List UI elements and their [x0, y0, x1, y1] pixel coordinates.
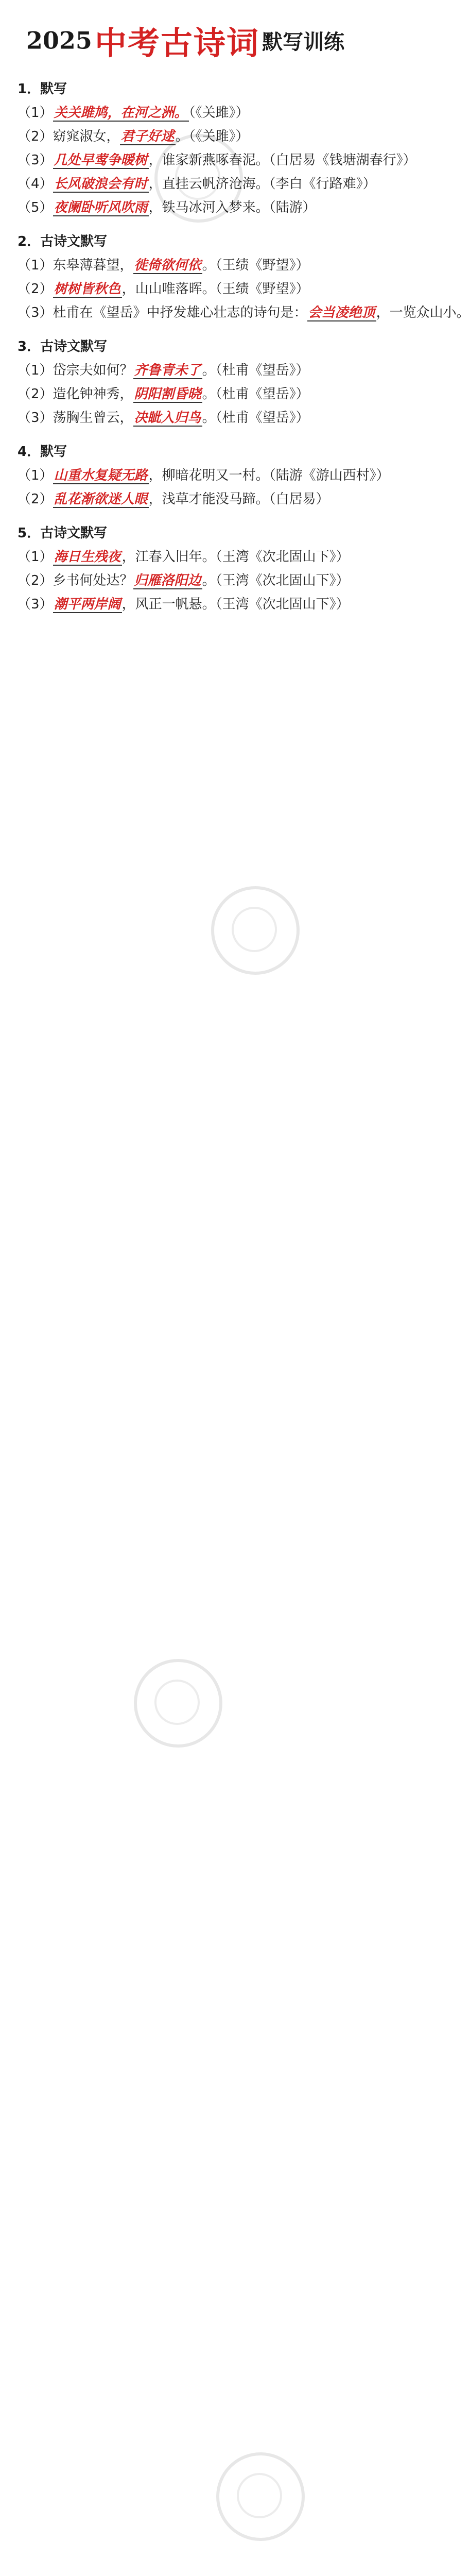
answer-blank: 君子好逑: [120, 129, 175, 144]
prompt-text: （3）: [18, 597, 53, 612]
prompt-text: （4）: [18, 176, 53, 192]
exercise-line: [18, 101, 352, 125]
answer-blank: 潮平两岸阔: [54, 597, 121, 612]
prompt-text: （3）杜甫在《望岳》中抒发雄心壮志的诗句是：: [18, 305, 307, 320]
source-text: ，直挂云帆济沧海。（李白《行路难》）: [148, 176, 376, 192]
answer-blank: 长风破浪会有时: [54, 176, 148, 192]
exercise-line: [18, 569, 352, 592]
source-text: ，风正一帆悬。（王湾《次北固山下》）: [121, 597, 350, 612]
watermark-stamp: [134, 1659, 222, 1748]
source-text: 。（王湾《次北固山下》）: [202, 573, 350, 588]
answer-blank: 夜阑卧听风吹雨: [54, 200, 148, 215]
section-heading-text: 5．古诗文默写: [18, 526, 108, 541]
exercise-line: [18, 464, 390, 487]
source-text: （《关雎》）: [188, 105, 249, 121]
exercise-line: [18, 172, 376, 196]
exercise-line: [18, 125, 352, 148]
exercise-line: [18, 359, 352, 382]
source-text: ，浅草才能没马蹄。（白居易）: [148, 492, 329, 507]
answer-blank: 几处早莺争暖树: [54, 152, 148, 168]
answer-blank: 会当凌绝顶: [308, 305, 375, 320]
title-sub: 默写训练: [262, 30, 345, 54]
answer-blank: 海日生残夜: [54, 549, 121, 565]
title-main: 中考古诗词: [95, 24, 260, 62]
answer-blank: 阴阳割昏晓: [134, 386, 201, 402]
source-text: 。（杜甫《望岳》）: [202, 363, 309, 378]
section-heading-text: 3．古诗文默写: [18, 339, 108, 354]
source-text: ，铁马冰河入梦来。（陆游）: [148, 200, 316, 215]
source-text: 。（《关雎》）: [175, 129, 249, 144]
prompt-text: （1）岱宗夫如何？: [18, 363, 133, 378]
prompt-text: （3）: [18, 152, 53, 168]
section-heading: [18, 521, 352, 545]
prompt-text: （2）造化钟神秀，: [18, 386, 133, 402]
exercise-line: [18, 592, 352, 616]
section-heading-text: 4．默写: [18, 444, 67, 460]
exercise-line: [18, 301, 470, 325]
prompt-text: （2）: [18, 492, 53, 507]
section-heading: [18, 440, 352, 464]
source-text: 。（杜甫《望岳》）: [202, 386, 309, 402]
source-text: 。（王绩《野望》）: [202, 258, 309, 273]
exercise-line: [18, 277, 352, 301]
exercise-line: [18, 148, 416, 172]
exercise-line: [18, 382, 352, 406]
prompt-text: （3）荡胸生曾云，: [18, 410, 133, 426]
prompt-text: （2）窈窕淑女，: [18, 129, 120, 144]
answer-blank: 齐鲁青未了: [134, 363, 201, 378]
source-text: ，谁家新燕啄春泥。（白居易《钱塘湖春行》）: [148, 152, 416, 168]
answer-blank: 树树皆秋色: [54, 281, 121, 297]
prompt-text: （5）: [18, 200, 53, 215]
prompt-text: （1）东皋薄暮望，: [18, 258, 133, 273]
answer-blank: 决眦入归鸟: [134, 410, 201, 426]
section-heading: [18, 77, 352, 101]
answer-blank: 山重水复疑无路: [54, 468, 148, 483]
exercise-line: [18, 487, 352, 511]
prompt-text: （1）: [18, 105, 53, 121]
source-text: ，柳暗花明又一村。（陆游《游山西村》）: [148, 468, 390, 483]
page-title: [0, 18, 371, 63]
source-text: ，山山唯落晖。（王绩《野望》）: [121, 281, 309, 297]
prompt-text: （1）: [18, 549, 53, 565]
exercise-line: [18, 196, 352, 219]
prompt-text: （2）乡书何处达？: [18, 573, 133, 588]
answer-blank: 乱花渐欲迷人眼: [54, 492, 148, 507]
section-heading: [18, 335, 352, 359]
exercise-line: [18, 253, 352, 277]
answer-blank: 关关雎鸠，在河之洲。: [54, 105, 188, 121]
prompt-text: （1）: [18, 468, 53, 483]
section-heading-text: 2．古诗文默写: [18, 234, 108, 249]
source-text: ，一览众山小。: [376, 305, 470, 320]
source-text: 。（杜甫《望岳》）: [202, 410, 309, 426]
watermark-stamp: [216, 2452, 305, 2541]
watermark-stamp: [211, 886, 300, 975]
section-heading-text: 1．默写: [18, 81, 67, 97]
section-heading: [18, 230, 352, 253]
exercise-line: [18, 406, 352, 430]
source-text: ，江春入旧年。（王湾《次北固山下》）: [121, 549, 350, 565]
answer-blank: 归雁洛阳边: [134, 573, 201, 588]
exercise-line: [18, 545, 352, 569]
prompt-text: （2）: [18, 281, 53, 297]
answer-blank: 徙倚欲何依: [134, 258, 201, 273]
title-year: 2025: [26, 26, 92, 55]
